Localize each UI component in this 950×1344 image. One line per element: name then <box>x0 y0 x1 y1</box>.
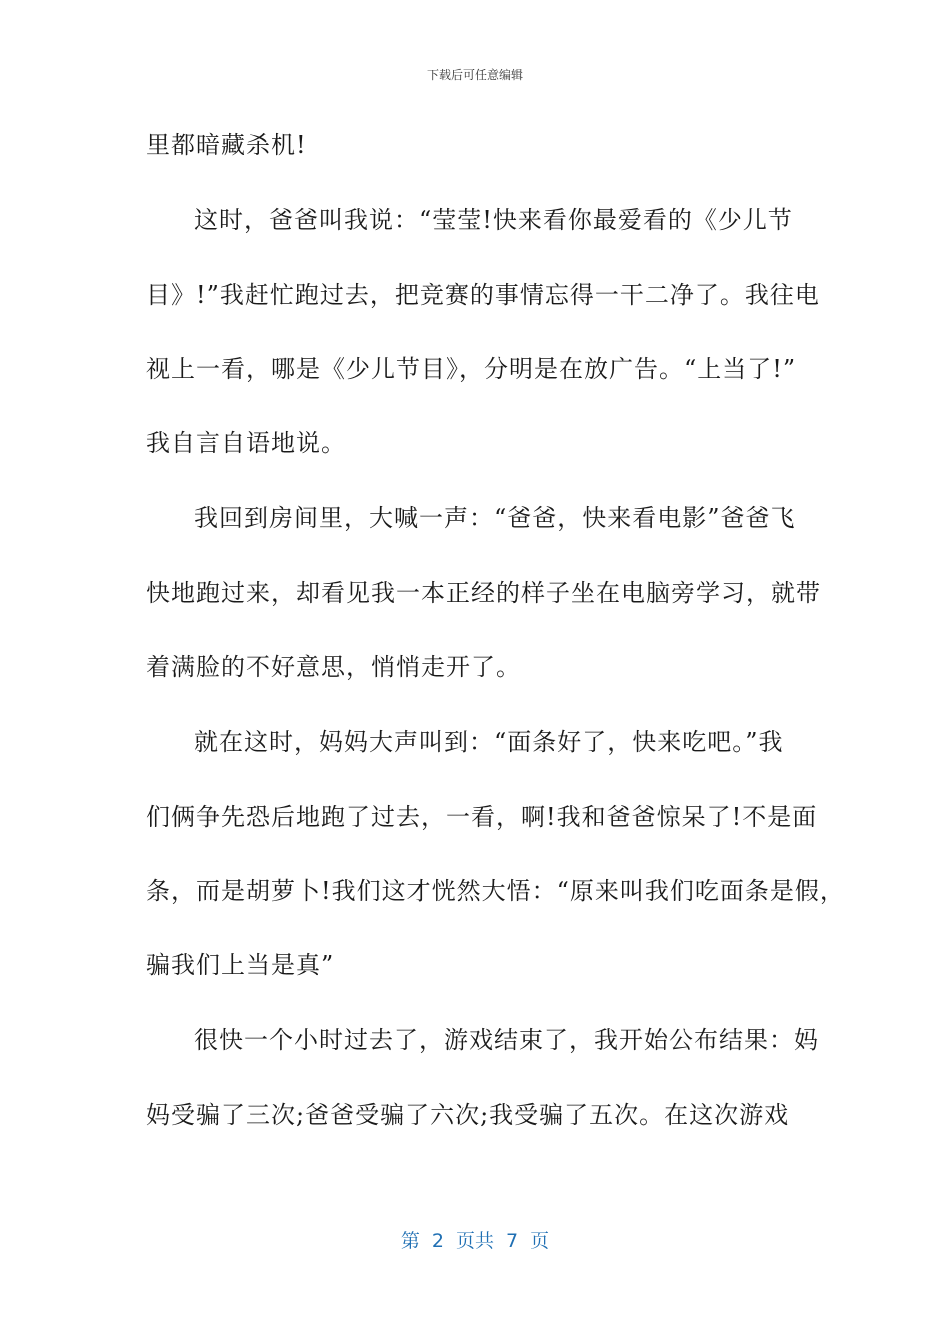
text-line: 就在这时，妈妈大声叫到：“面条好了，快来吃吧。”我 <box>194 728 784 756</box>
page-footer <box>0 1226 950 1253</box>
text-line: 里都暗藏杀机! <box>146 131 307 159</box>
footer-page-number: 2 <box>431 1230 444 1252</box>
text-line: 着满脸的不好意思，悄悄走开了。 <box>146 653 521 681</box>
text-line: 们俩争先恐后地跑了过去，一看，啊!我和爸爸惊呆了!不是面 <box>146 803 818 831</box>
text-line: 快地跑过来，却看见我一本正经的样子坐在电脑旁学习，就带 <box>146 579 821 607</box>
text-line: 这时，爸爸叫我说：“莹莹!快来看你最爱看的《少儿节 <box>194 206 793 234</box>
text-line: 我自言自语地说。 <box>146 429 346 457</box>
page-header: 下载后可任意编辑 <box>426 68 523 82</box>
text-line: 条，而是胡萝卜!我们这才恍然大悟：“原来叫我们吃面条是假， <box>146 877 845 905</box>
text-line: 目》!”我赶忙跑过去，把竞赛的事情忘得一干二净了。我往电 <box>146 281 820 309</box>
footer-total-pages: 7 <box>506 1230 519 1252</box>
text-line: 很快一个小时过去了，游戏结束了，我开始公布结果：妈 <box>194 1026 819 1054</box>
footer-suffix: 页 <box>530 1230 550 1252</box>
text-line: 妈受骗了三次;爸爸受骗了六次;我受骗了五次。在这次游戏 <box>146 1101 790 1129</box>
footer-prefix: 第 <box>400 1230 420 1252</box>
text-line: 骗我们上当是真” <box>146 951 335 979</box>
footer-middle: 页共 <box>455 1230 494 1252</box>
text-line: 我回到房间里，大喊一声：“爸爸，快来看电影”爸爸飞 <box>194 504 796 532</box>
text-line: 视上一看，哪是《少儿节目》，分明是在放广告。“上当了!” <box>146 355 797 383</box>
